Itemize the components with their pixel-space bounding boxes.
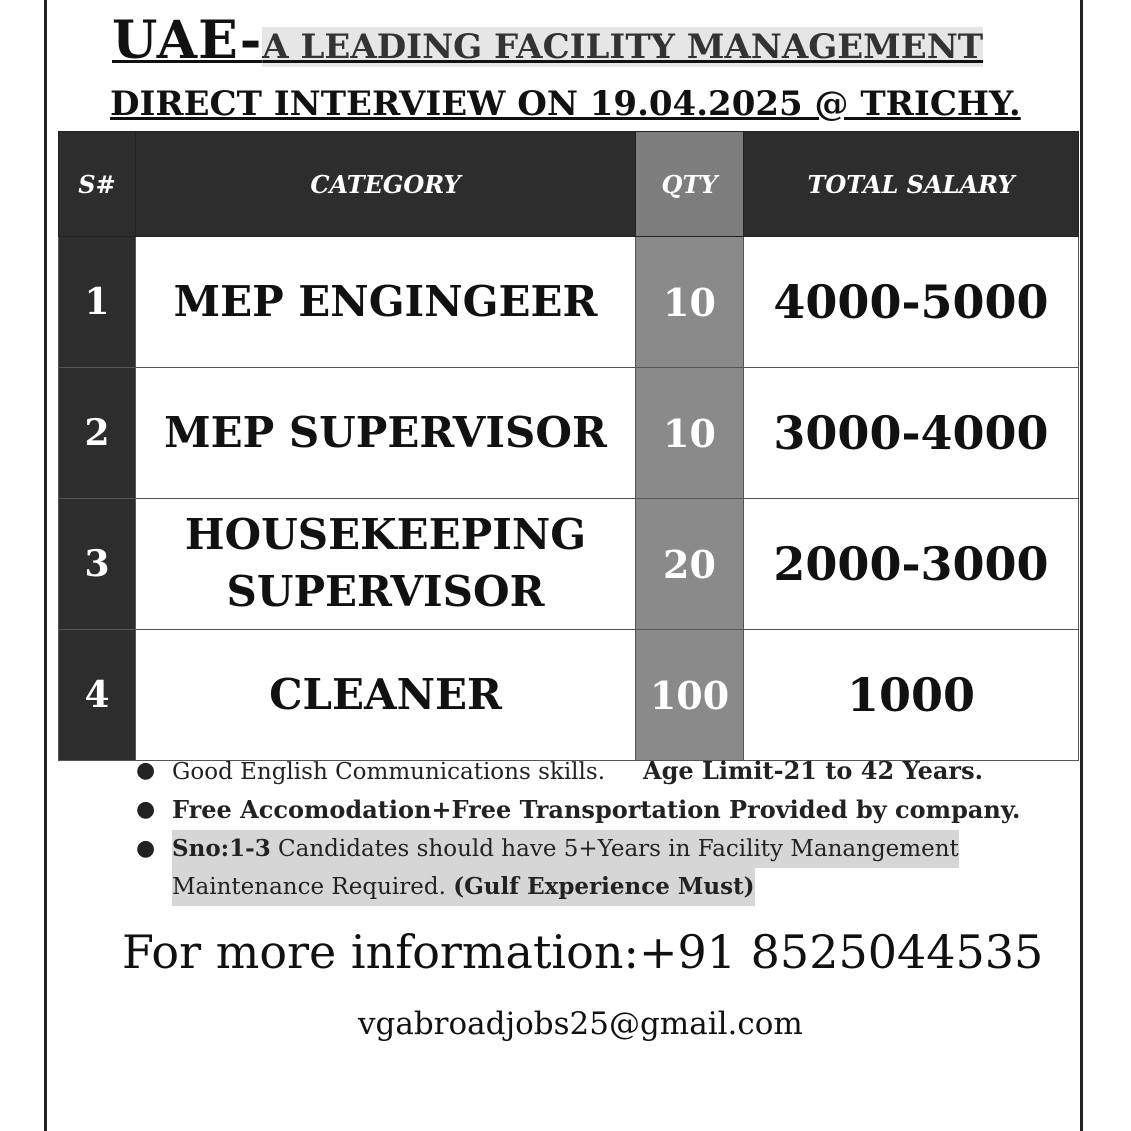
row-sno: 1 (59, 237, 136, 368)
row-category: CLEANER (136, 630, 636, 761)
col-header-salary: TOTAL SALARY (744, 132, 1079, 237)
gulf-note: (Gulf Experience Must) (453, 873, 755, 900)
age-limit: Age Limit-21 to 42 Years. (643, 756, 983, 785)
row-qty: 10 (636, 237, 744, 368)
row-category-line2: SUPERVISOR (226, 567, 545, 616)
row-sno: 4 (59, 630, 136, 761)
page-title (112, 10, 983, 71)
row-qty: 20 (636, 499, 744, 630)
experience-text: Candidates should have 5+Years in Facility Manangement (270, 836, 959, 862)
row-category (136, 499, 636, 630)
table-row (59, 237, 1079, 368)
title-company-type: A LEADING FACILITY MANAGEMENT (262, 27, 984, 67)
contact-phone: For more information:+91 8525044535 (122, 925, 1044, 979)
bullet-icon: ● (136, 836, 156, 861)
requirements-list (136, 752, 1066, 906)
list-item (136, 752, 1066, 791)
page-border-left (44, 0, 47, 1131)
benefits: Free Accomodation+Free Transportation Provided by company. (172, 795, 1021, 824)
contact-email: vgabroadjobs25@gmail.com (358, 1006, 803, 1042)
table-row (59, 630, 1079, 761)
list-item-continuation (136, 868, 1066, 906)
table-header-row (59, 132, 1079, 237)
experience-prefix: Sno:1-3 (172, 835, 271, 862)
interview-subtitle: DIRECT INTERVIEW ON 19.04.2025 @ TRICHY. (110, 84, 1021, 124)
row-category: MEP ENGINGEER (136, 237, 636, 368)
bullet-icon: ● (136, 797, 156, 822)
list-item (136, 791, 1066, 830)
table-row (59, 368, 1079, 499)
row-salary: 4000-5000 (744, 237, 1079, 368)
title-country: UAE- (112, 10, 263, 71)
col-header-sno: S# (59, 132, 136, 237)
page-border-right (1080, 0, 1083, 1131)
row-qty: 100 (636, 630, 744, 761)
experience-requirement (172, 830, 959, 868)
col-header-category: CATEGORY (136, 132, 636, 237)
row-salary: 3000-4000 (744, 368, 1079, 499)
list-item (136, 830, 1066, 868)
english-requirement: Good English Communications skills. (172, 759, 606, 785)
row-salary: 2000-3000 (744, 499, 1079, 630)
row-sno: 3 (59, 499, 136, 630)
row-category: MEP SUPERVISOR (136, 368, 636, 499)
row-qty: 10 (636, 368, 744, 499)
experience-line2-text: Maintenance Required. (172, 874, 454, 900)
table-row (59, 499, 1079, 630)
row-salary: 1000 (744, 630, 1079, 761)
bullet-icon: ● (136, 758, 156, 783)
col-header-qty: QTY (636, 132, 744, 237)
row-sno: 2 (59, 368, 136, 499)
row-category-line1: HOUSEKEEPING (184, 510, 587, 560)
jobs-table (58, 131, 1079, 761)
experience-line2 (172, 868, 755, 906)
